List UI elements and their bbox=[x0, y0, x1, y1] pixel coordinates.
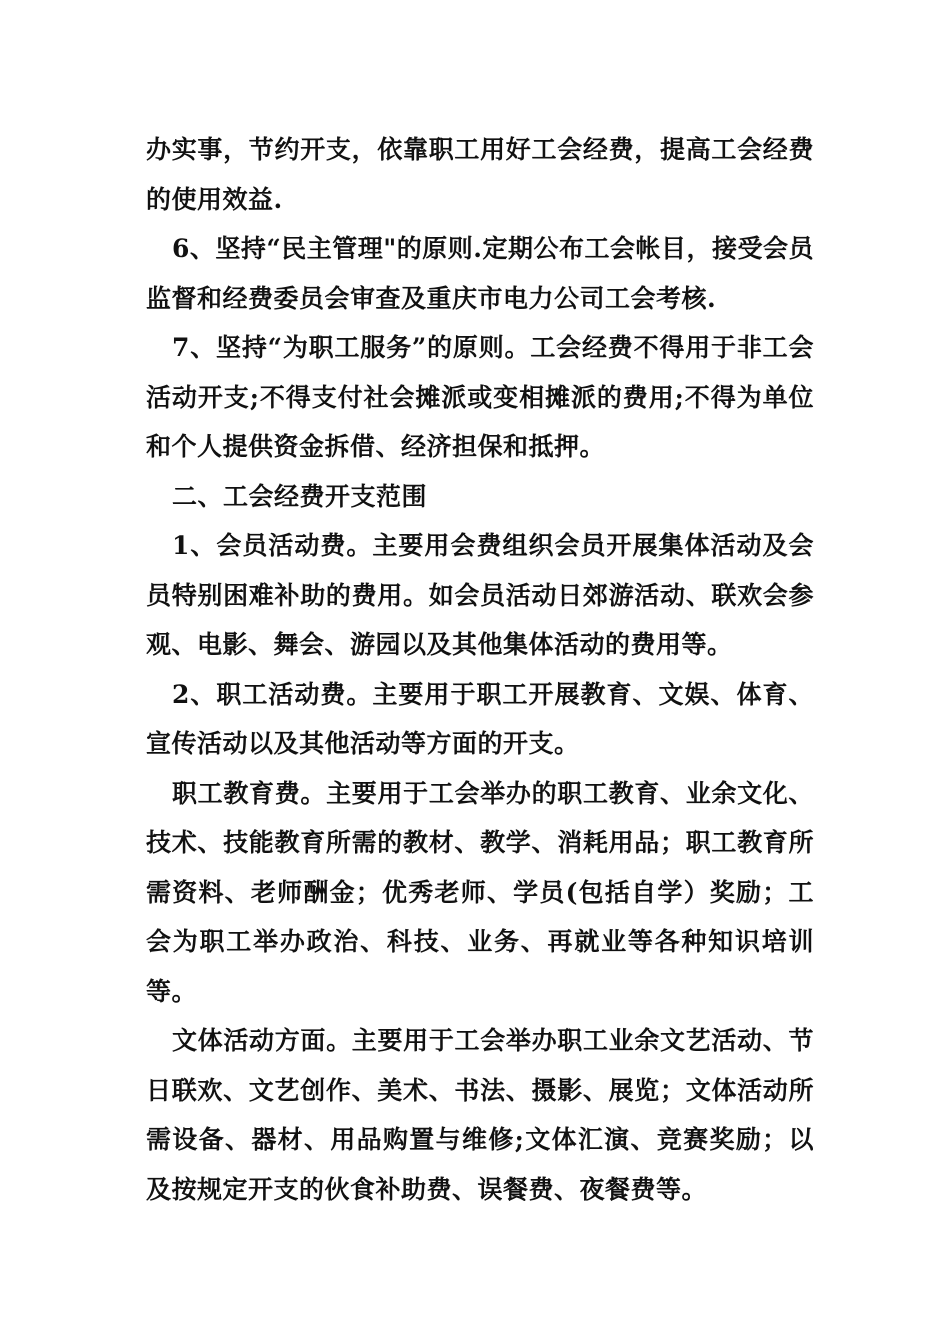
document-body bbox=[146, 125, 814, 1214]
paragraph-staff-activity-fee: 2、职工活动费。主要用于职工开展教育、文娱、体育、宣传活动以及其他活动等方面的开支。 bbox=[146, 679, 814, 758]
paragraph-member-activity-fee: 1、会员活动费。主要用会费组织会员开展集体活动及会员特别困难补助的费用。如会员活动日郊游活动、联欢会参观、电影、舞会、游园以及其他集体活动的费用等。 bbox=[146, 531, 814, 659]
paragraph-staff-education-fee: 职工教育费。主要用于工会举办的职工教育、业余文化、技术、技能教育所需的教材、教学、消耗用品；职工教育所需资料、老师酬金；优秀老师、学员(包括自学）奖励；工会为职工举办政治、科技、业务、再就业等各种知识培训等。 bbox=[146, 778, 814, 1006]
paragraph-principle-6: 6、坚持“民主管理"的原则.定期公布工会帐目，接受会员监督和经费委员会审查及重庆市电力公司工会考核. bbox=[146, 234, 815, 313]
section-heading-expense-scope: 二、工会经费开支范围 bbox=[172, 481, 428, 511]
paragraph-continuation: 办实事，节约开支，依靠职工用好工会经费，提高工会经费的使用效益. bbox=[146, 135, 814, 214]
paragraph-cultural-sports-activities: 文体活动方面。主要用于工会举办职工业余文艺活动、节日联欢、文艺创作、美术、书法、摄影、展览；文体活动所需设备、器材、用品购置与维修;文体汇演、竞赛奖励；以及按规定开支的伙食补助费、误餐费、夜餐费等。 bbox=[146, 1026, 814, 1204]
paragraph-principle-7: 7、坚持“为职工服务”的原则。工会经费不得用于非工会活动开支;不得支付社会摊派或变相摊派的费用;不得为单位和个人提供资金拆借、经济担保和抵押。 bbox=[146, 333, 814, 461]
